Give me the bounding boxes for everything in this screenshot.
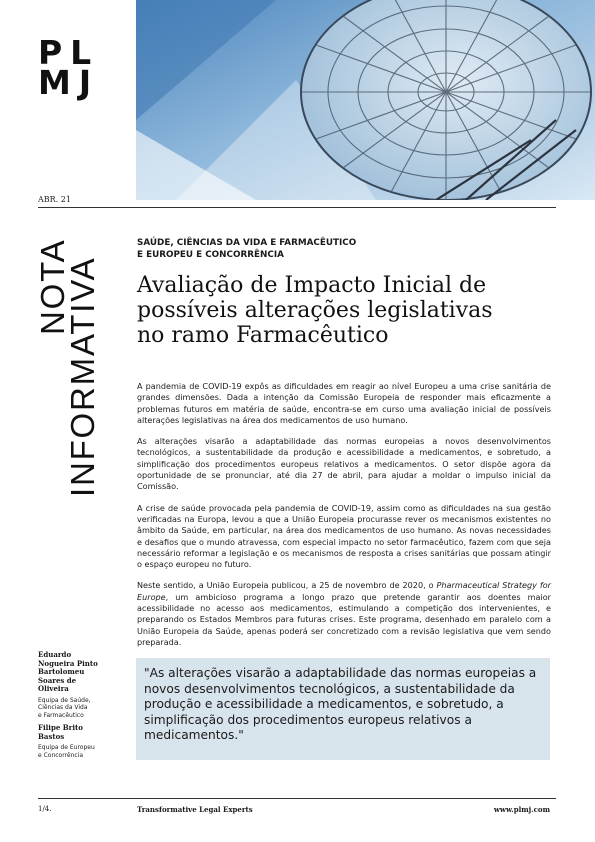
pull-quote-text: "As alterações visarão a adaptabilidade das normas europeias a novos desenvolvimentos tecnológicos, a sustentabilidade da produção e acessibilidade a medicamentos, e sobretudo, a simplificação dos procedimentos europeus relativos a medicamentos." [144,666,537,743]
paragraph-1: A pandemia de COVID-19 expôs as dificuldades em reagir ao nível Europeu a uma crise sanitária de grandes dimensões. Dada a intenção da Comissão Europeia de responder mais eficazmente a problemas futuros em matéria de saúde, encontra-se em curso uma avaliação inicial de possíveis alterações legislativas na área dos medicamentos de uso humano. [137,381,551,425]
vertical-heading-line-2: INFORMATIVA [64,256,101,497]
article-body [137,381,551,658]
paragraph-3: A crise de saúde provocada pela pandemia de COVID-19, assim como as dificuldades na sua gestão verificadas na Europa, levou a que a União Europeia procurasse rever os mecanismos existentes no âmbito da Saúde, em particular, na área dos medicamentos de uso humano. As novas necessidades e desafios que o mundo atravessa, com especial impacto no setor farmacêutico, fazem com que seja necessário reformar a legislação e os mecanismos de resposta a crises sanitárias que possam atingir o espaço europeu no futuro. [137,502,551,570]
website-link[interactable]: www.plmj.com [493,805,550,814]
author-entry [38,724,130,759]
author-name: Bartolomeu Soares de Oliveira [38,667,85,694]
author-team: Equipa de Saúde, Ciências da Vida e Farmacêutico [38,696,91,719]
document-title: Avaliação de Impacto Inicial de possíveis alterações legislativas no ramo Farmacêutico [137,273,493,348]
paragraph-4-text-start: Neste sentido, a União Europeia publicou, a 25 de novembro de 2020, o [137,580,437,591]
author-team: Equipa de Europeu e Concorrência [38,744,95,759]
strategy-name: Pharmaceutical Strategy for Europe [137,580,551,602]
publication-date: ABR. 21 [38,195,71,204]
footer-tagline: Transformative Legal Experts [137,805,253,814]
footer-divider [38,798,556,799]
paragraph-2: As alterações visarão a adaptabilidade das normas europeias a novos desenvolvimentos tecnológicos, a sustentabilidade da produção e acessibilidade a medicamentos, e sobretudo, a simplificação dos procedimentos europeus relativos a medicamentos. O setor dispõe agora da oportunidade de se pronunciar, até dia 27 de abril, para ajudar a moldar o impulso inicial da Comissão. [137,436,551,492]
header-divider [38,207,556,208]
author-name: Filipe Brito Bastos [38,723,83,741]
authors-list [38,651,130,764]
logo-line-1: PL [38,33,100,72]
author-name: Eduardo Nogueira Pinto [38,650,98,668]
author-entry [38,651,130,668]
practice-areas: SAÚDE, CIÊNCIAS DA VIDA E FARMACÊUTICO E EUROPEU E CONCORRÊNCIA [137,238,357,260]
page-number: 1/4. [38,805,52,813]
hero-image-satellite-dish [136,0,595,200]
paragraph-4 [137,580,551,648]
pull-quote [136,658,550,760]
vertical-heading-line-1: NOTA [34,238,71,335]
author-entry [38,668,130,719]
vertical-heading [34,235,101,505]
logo-line-2: MJ [38,63,100,102]
plmj-logo [38,33,100,102]
paragraph-4-text-end: , um ambicioso programa a longo prazo que pretende garantir aos doentes maior acessibilidade no acesso aos medicamentos, estimulando a competição dos intervenientes, e preparando os Estados Membros para futuras crises. Este programa, desenhado em paralelo com a União Europeia da Saúde, apenas poderá ser concretizado com a revisão legislativa que vem sendo preparada. [137,591,551,647]
